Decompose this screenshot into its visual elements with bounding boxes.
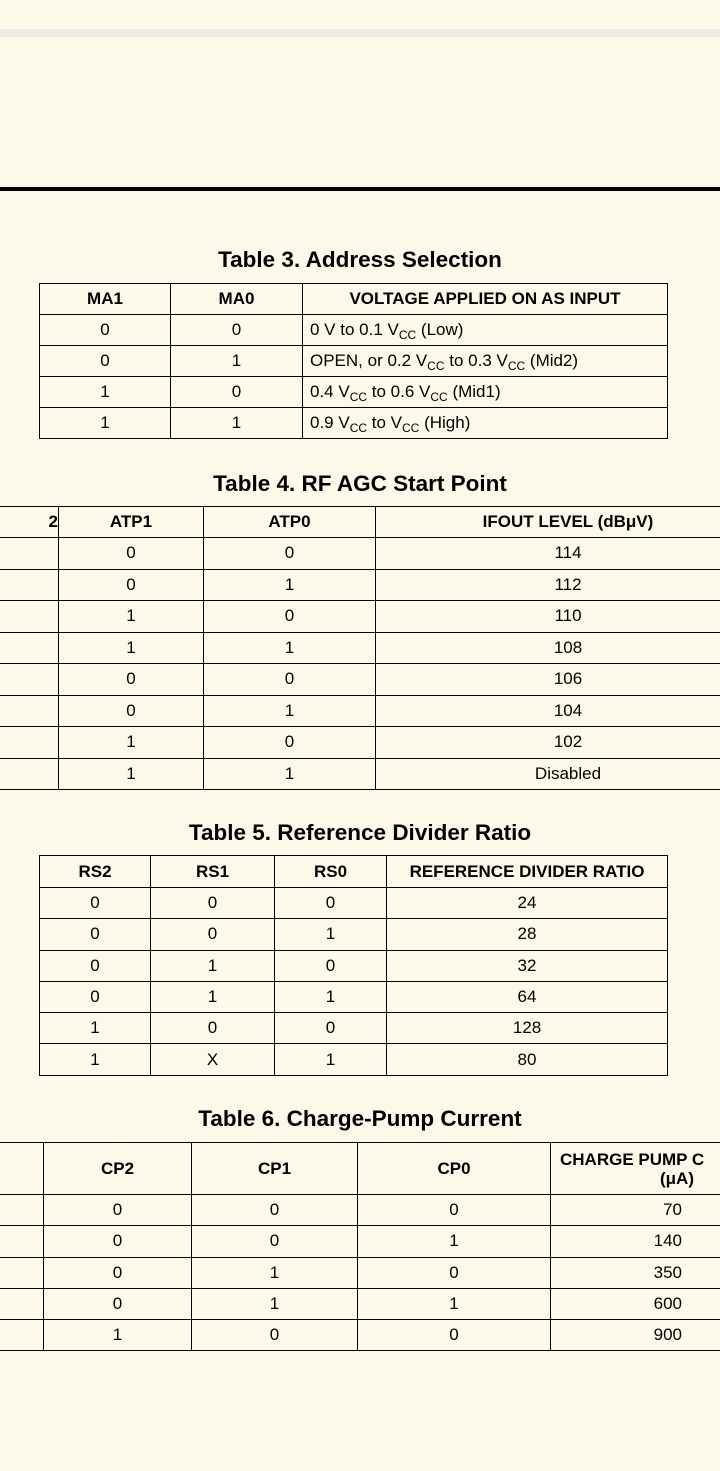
table5-reference-divider-ratio [39, 855, 668, 1076]
table-row [0, 538, 720, 570]
table3-header-voltage: VOLTAGE APPLIED ON AS INPUT [303, 284, 668, 315]
table4-cell-atp0: 0 [204, 664, 376, 696]
table5-cell-ratio: 128 [387, 1013, 668, 1044]
table-row [40, 377, 668, 408]
table3-cell-voltage [303, 377, 668, 408]
table6-cell-cp2: 0 [44, 1195, 192, 1226]
table-row [0, 695, 720, 727]
table4-cell-partial [0, 632, 59, 664]
table-row [0, 1320, 720, 1351]
table-row [40, 919, 668, 950]
table5-header-rs2: RS2 [40, 856, 151, 888]
table5-cell-rs2: 1 [40, 1044, 151, 1075]
table6-charge-pump-current [0, 1142, 720, 1351]
section-rule [0, 187, 720, 191]
table5-cell-rs2: 0 [40, 919, 151, 950]
table-row [40, 1013, 668, 1044]
table4-cell-atp1: 0 [59, 664, 204, 696]
table6-title: Table 6. Charge-Pump Current [198, 1106, 522, 1131]
table4-cell-atp0: 0 [204, 538, 376, 570]
table3-header-ma1: MA1 [40, 284, 171, 315]
table-row [0, 569, 720, 601]
table3-cell-ma0: 1 [171, 408, 303, 439]
voltage-text: (Mid2) [525, 351, 579, 370]
table5-cell-ratio: 24 [387, 888, 668, 919]
table5-title: Table 5. Reference Divider Ratio [188, 820, 532, 845]
table4-header-atp0: ATP0 [204, 507, 376, 538]
table3-header-ma0: MA0 [171, 284, 303, 315]
table5-cell-rs0: 1 [275, 1044, 387, 1075]
table-row [0, 1288, 720, 1319]
table4-cell-ifout: Disabled [376, 758, 720, 790]
table4-cell-atp1: 1 [59, 601, 204, 633]
table6-cell-cp1: 1 [192, 1257, 358, 1288]
table5-cell-rs2: 1 [40, 1013, 151, 1044]
voltage-subscript: CC [507, 359, 526, 373]
table3-cell-ma0: 0 [171, 377, 303, 408]
table4-cell-ifout: 108 [376, 632, 720, 664]
table5-cell-rs0: 0 [275, 950, 387, 981]
table5-cell-ratio: 80 [387, 1044, 668, 1075]
voltage-text: 0.4 V [310, 382, 350, 401]
table6-cell-cp0: 0 [358, 1257, 551, 1288]
table3-title: Table 3. Address Selection [218, 247, 502, 272]
table4-cell-atp0: 0 [204, 601, 376, 633]
table3-cell-voltage [303, 408, 668, 439]
table4-cell-atp0: 1 [204, 695, 376, 727]
voltage-subscript: CC [349, 390, 368, 404]
table-row [40, 1044, 668, 1075]
table6-cell-current: 600 [551, 1288, 720, 1319]
voltage-text: 0 V to 0.1 V [310, 320, 399, 339]
table6-cell-current: 70 [551, 1195, 720, 1226]
table4-cell-atp0: 1 [204, 632, 376, 664]
table5-cell-rs2: 0 [40, 981, 151, 1012]
voltage-text: (Mid1) [447, 382, 501, 401]
table6-cell-cp0: 1 [358, 1226, 551, 1257]
table3-cell-voltage [303, 315, 668, 346]
table4-cell-ifout: 102 [376, 727, 720, 759]
table3-cell-ma0: 1 [171, 346, 303, 377]
table3-cell-voltage [303, 346, 668, 377]
table6-header-partial [0, 1143, 44, 1195]
table6-header-cp2: CP2 [44, 1143, 192, 1195]
table5-cell-rs1: 0 [151, 1013, 275, 1044]
table6-header-cp0: CP0 [358, 1143, 551, 1195]
table6-cell-current: 900 [551, 1320, 720, 1351]
table-row [0, 727, 720, 759]
table6-viewport [0, 1142, 720, 1353]
voltage-text: (Low) [416, 320, 464, 339]
table5-header-rs0: RS0 [275, 856, 387, 888]
table5-cell-rs1: 0 [151, 919, 275, 950]
voltage-subscript: CC [430, 390, 448, 404]
table4-cell-ifout: 104 [376, 695, 720, 727]
table4-rf-agc-start-point [0, 506, 720, 790]
table4-cell-ifout: 106 [376, 664, 720, 696]
table6-cell-cp2: 1 [44, 1320, 192, 1351]
table6-cell-current: 350 [551, 1257, 720, 1288]
table5-cell-rs1: X [151, 1044, 275, 1075]
table5-cell-rs0: 0 [275, 1013, 387, 1044]
table6-cell-cp0: 1 [358, 1288, 551, 1319]
table5-header-ratio: REFERENCE DIVIDER RATIO [387, 856, 668, 888]
table3-cell-ma1: 1 [40, 377, 171, 408]
table4-cell-partial [0, 727, 59, 759]
table5-header-rs1: RS1 [151, 856, 275, 888]
table3-cell-ma1: 0 [40, 346, 171, 377]
table6-cell-cp2: 0 [44, 1288, 192, 1319]
table4-cell-atp1: 1 [59, 632, 204, 664]
voltage-subscript: CC [349, 421, 368, 435]
table4-cell-atp1: 1 [59, 758, 204, 790]
table4-cell-ifout: 114 [376, 538, 720, 570]
table6-cell-current: 140 [551, 1226, 720, 1257]
table4-cell-partial [0, 664, 59, 696]
table5-cell-rs1: 1 [151, 981, 275, 1012]
table-row [40, 408, 668, 439]
table-row [0, 601, 720, 633]
table4-cell-atp1: 0 [59, 695, 204, 727]
table-row [40, 950, 668, 981]
table6-cell-partial [0, 1320, 44, 1351]
table6-cell-cp2: 0 [44, 1257, 192, 1288]
table4-viewport [0, 506, 720, 791]
voltage-text: 0.9 V [310, 413, 350, 432]
table4-cell-ifout: 112 [376, 569, 720, 601]
table-row [0, 758, 720, 790]
table6-cell-partial [0, 1226, 44, 1257]
table4-cell-partial [0, 758, 59, 790]
table6-header-charge-pump-current [551, 1143, 720, 1195]
table6-cell-cp0: 0 [358, 1320, 551, 1351]
table6-header-cp1: CP1 [192, 1143, 358, 1195]
table4-cell-partial [0, 538, 59, 570]
table3-cell-ma1: 1 [40, 408, 171, 439]
table-row [0, 1195, 720, 1226]
voltage-text: OPEN, or 0.2 V [310, 351, 428, 370]
table4-cell-partial [0, 601, 59, 633]
table4-cell-atp0: 1 [204, 758, 376, 790]
table4-title: Table 4. RF AGC Start Point [213, 471, 507, 496]
table5-cell-rs0: 1 [275, 919, 387, 950]
table-row [40, 981, 668, 1012]
voltage-text: to 0.3 V [444, 351, 508, 370]
table-row [0, 664, 720, 696]
table-row [40, 888, 668, 919]
table-row [40, 346, 668, 377]
voltage-text: (High) [419, 413, 471, 432]
voltage-text: to V [367, 413, 403, 432]
table3-cell-ma0: 0 [171, 315, 303, 346]
table4-cell-atp1: 0 [59, 569, 204, 601]
table6-cell-cp0: 0 [358, 1195, 551, 1226]
table6-cell-partial [0, 1257, 44, 1288]
voltage-subscript: CC [398, 328, 417, 342]
table4-cell-atp1: 0 [59, 538, 204, 570]
table4-cell-partial [0, 569, 59, 601]
table6-cell-cp1: 1 [192, 1288, 358, 1319]
table4-header-atp1: ATP1 [59, 507, 204, 538]
table6-header-unit: (μA) [660, 1168, 694, 1188]
table4-cell-atp0: 1 [204, 569, 376, 601]
table6-cell-cp1: 0 [192, 1320, 358, 1351]
table5-cell-ratio: 32 [387, 950, 668, 981]
table5-cell-rs0: 0 [275, 888, 387, 919]
top-scroll-band [0, 29, 720, 37]
voltage-text: to 0.6 V [367, 382, 431, 401]
table5-cell-rs1: 0 [151, 888, 275, 919]
table6-cell-cp2: 0 [44, 1226, 192, 1257]
table5-cell-rs0: 1 [275, 981, 387, 1012]
voltage-subscript: CC [427, 359, 445, 373]
table6-cell-partial [0, 1288, 44, 1319]
voltage-subscript: CC [402, 421, 420, 435]
table-row [40, 315, 668, 346]
table4-cell-ifout: 110 [376, 601, 720, 633]
table6-header-charge-pump-line1: CHARGE PUMP C [560, 1149, 705, 1169]
table-row [0, 632, 720, 664]
table6-cell-cp1: 0 [192, 1195, 358, 1226]
table-row [0, 1257, 720, 1288]
table-row [0, 1226, 720, 1257]
table4-cell-atp1: 1 [59, 727, 204, 759]
table5-cell-rs2: 0 [40, 950, 151, 981]
table5-cell-ratio: 28 [387, 919, 668, 950]
table6-cell-cp1: 0 [192, 1226, 358, 1257]
table4-header-ifout-level: IFOUT LEVEL (dBμV) [376, 507, 720, 538]
table5-cell-ratio: 64 [387, 981, 668, 1012]
table6-cell-partial [0, 1195, 44, 1226]
table3-address-selection [39, 283, 668, 439]
table5-cell-rs2: 0 [40, 888, 151, 919]
table4-cell-partial [0, 695, 59, 727]
table4-cell-atp0: 0 [204, 727, 376, 759]
table5-cell-rs1: 1 [151, 950, 275, 981]
table4-header-partial: 2 [0, 507, 59, 538]
table3-cell-ma1: 0 [40, 315, 171, 346]
